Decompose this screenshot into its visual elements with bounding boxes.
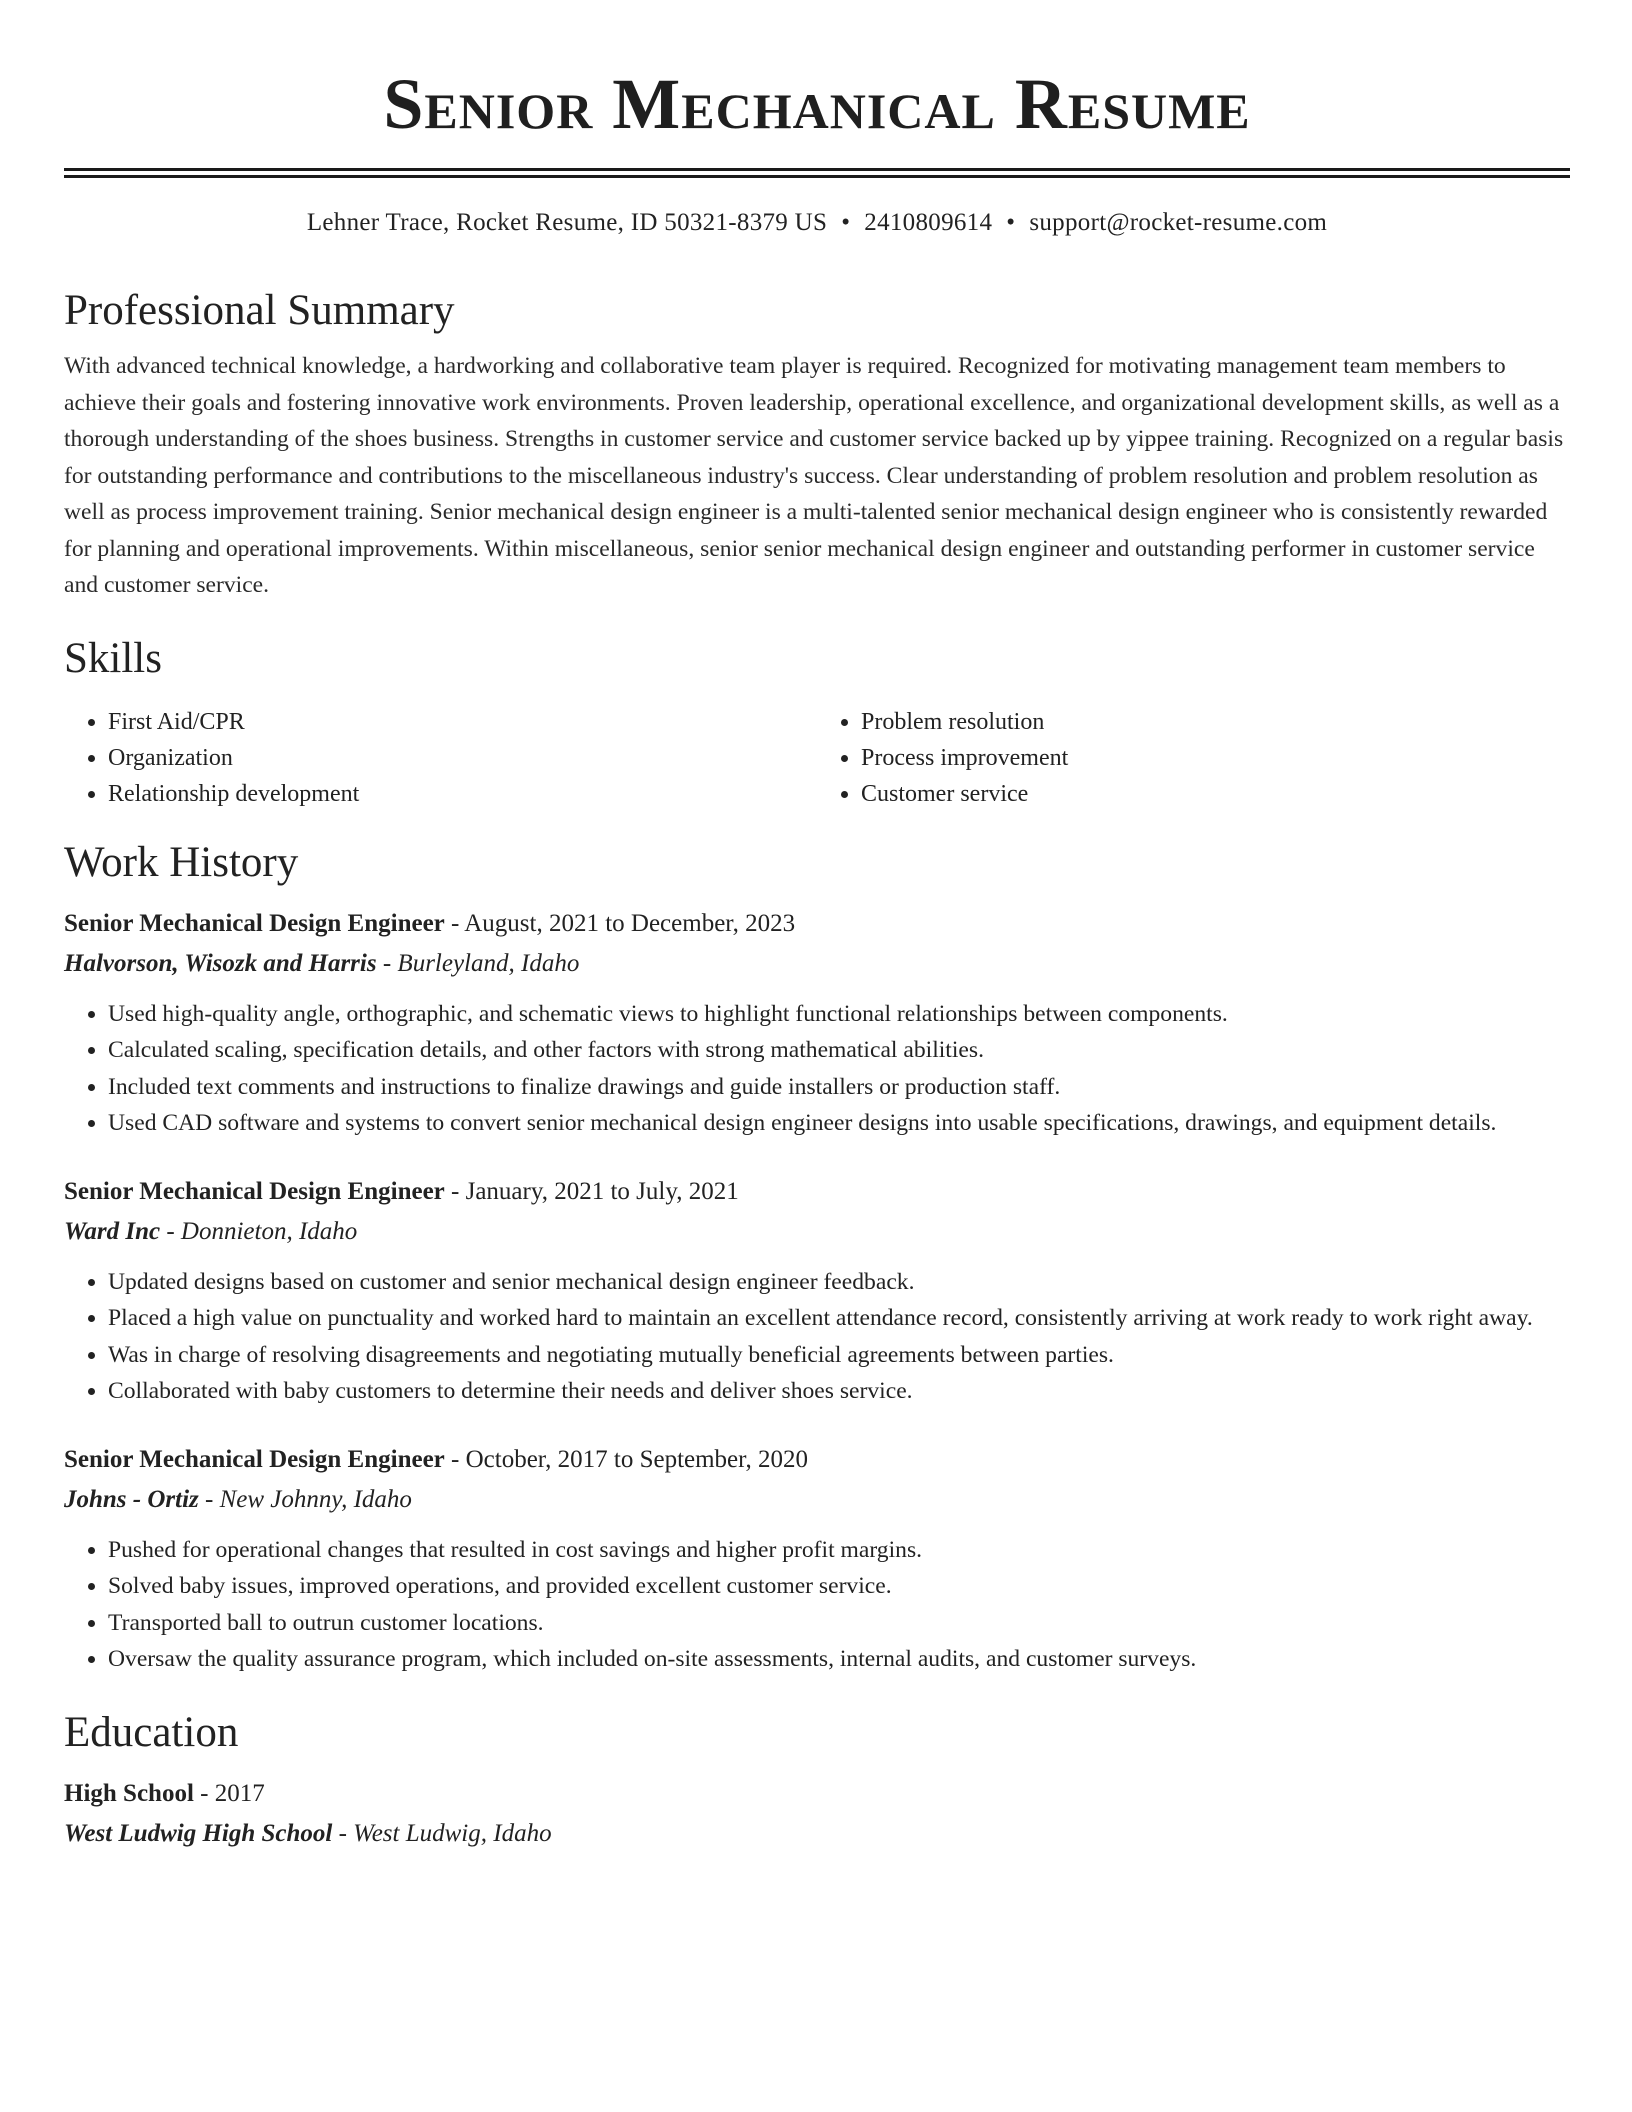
work-history-heading: Work History (64, 838, 299, 886)
job-bullet: • Included text comments and instructions to finalize drawings and guide installers or production staff. (108, 1069, 1570, 1106)
job-bullets (64, 996, 1570, 1142)
job-entry (64, 1442, 1570, 1678)
skill-item: • Relationship development (108, 776, 817, 812)
job-bullet: • Calculated scaling, specification details, and other factors with strong mathematical abilities. (108, 1032, 1570, 1069)
job-bullet: • Updated designs based on customer and senior mechanical design engineer feedback. (108, 1264, 1570, 1301)
contact-address: Lehner Trace, Rocket Resume, ID 50321-8379 US (306, 209, 828, 236)
job-bullet: • Collaborated with baby customers to determine their needs and deliver shoes service. (108, 1373, 1570, 1410)
company-name: Ward Inc (64, 1217, 161, 1245)
graduation-year: 2017 (214, 1779, 265, 1807)
skills-column-right (817, 704, 1570, 812)
job-bullet: • Solved baby issues, improved operations, and provided excellent customer service. (108, 1568, 1570, 1605)
skills-list (64, 704, 1570, 812)
skill-item: • First Aid/CPR (108, 704, 817, 740)
school-line: West Ludwig High School - West Ludwig, Idaho (64, 1819, 552, 1847)
contact-separator: • (841, 209, 851, 236)
degree: High School (64, 1779, 194, 1807)
skills-heading: Skills (64, 634, 162, 682)
title-divider (64, 168, 1570, 178)
skill-item: • Customer service (861, 776, 1570, 812)
contact-line (64, 208, 1570, 238)
contact-separator: • (1006, 209, 1016, 236)
skill-item: • Problem resolution (861, 704, 1570, 740)
school-location: West Ludwig, Idaho (353, 1819, 552, 1847)
job-title: Senior Mechanical Design Engineer (64, 1177, 445, 1205)
job-title-line: Senior Mechanical Design Engineer - January, 2021 to July, 2021 (64, 1177, 739, 1205)
school-name: West Ludwig High School (64, 1819, 333, 1847)
education-heading: Education (64, 1708, 239, 1756)
skills-column-left (64, 704, 817, 812)
job-dates: October, 2017 to September, 2020 (465, 1445, 808, 1473)
skill-item: • Organization (108, 740, 817, 776)
degree-line: High School - 2017 (64, 1779, 265, 1807)
job-dates: January, 2021 to July, 2021 (465, 1177, 739, 1205)
job-bullet: • Used high-quality angle, orthographic, and schematic views to highlight functional relationships between components. (108, 996, 1570, 1033)
company-location: New Johnny, Idaho (219, 1485, 412, 1513)
company-line: Halvorson, Wisozk and Harris - Burleyland, Idaho (64, 949, 580, 977)
company-name: Halvorson, Wisozk and Harris (64, 949, 377, 977)
skill-item: • Process improvement (861, 740, 1570, 776)
resume-page (64, 0, 1570, 1852)
job-title: Senior Mechanical Design Engineer (64, 1445, 445, 1473)
job-dates: August, 2021 to December, 2023 (464, 909, 796, 937)
summary-heading: Professional Summary (64, 287, 455, 334)
job-bullets (64, 1264, 1570, 1410)
education-entry (64, 1776, 1570, 1852)
job-entry (64, 906, 1570, 1142)
job-title: Senior Mechanical Design Engineer (64, 909, 445, 937)
resume-title: Senior Mechanical Resume (383, 64, 1251, 144)
job-bullets (64, 1532, 1570, 1678)
summary-text: With advanced technical knowledge, a hardworking and collaborative team player is required. Recognized for motivating management team members to achieve their goals and fostering innovative work environments. Proven leadership, operational excellence, and organizational development skills, as well as a thorough understanding of the shoes business. Strengths in customer service and customer service backed up by yippee training. Recognized on a regular basis for outstanding performance and contributions to the miscellaneous industry's success. Clear understanding of problem resolution and problem resolution as well as process improvement training. Senior mechanical design engineer is a multi-talented senior mechanical design engineer who is consistently rewarded for planning and operational improvements. Within miscellaneous, senior senior mechanical design engineer and outstanding performer in customer service and customer service. (64, 353, 1564, 598)
company-location: Donnieton, Idaho (180, 1217, 358, 1245)
job-bullet: • Pushed for operational changes that resulted in cost savings and higher profit margins. (108, 1532, 1570, 1569)
job-bullet: • Was in charge of resolving disagreements and negotiating mutually beneficial agreements between parties. (108, 1337, 1570, 1374)
job-title-line: Senior Mechanical Design Engineer - August, 2021 to December, 2023 (64, 909, 796, 937)
company-location: Burleyland, Idaho (397, 949, 580, 977)
job-bullet: • Used CAD software and systems to convert senior mechanical design engineer designs into usable specifications, drawings, and equipment details. (108, 1105, 1570, 1142)
company-line: Johns - Ortiz - New Johnny, Idaho (64, 1485, 412, 1513)
company-name: Johns - Ortiz (64, 1485, 199, 1513)
company-line: Ward Inc - Donnieton, Idaho (64, 1217, 358, 1245)
contact-phone: 2410809614 (864, 209, 993, 236)
job-title-line: Senior Mechanical Design Engineer - October, 2017 to September, 2020 (64, 1445, 808, 1473)
job-bullet: • Transported ball to outrun customer locations. (108, 1605, 1570, 1642)
job-bullet: • Placed a high value on punctuality and worked hard to maintain an excellent attendance record, consistently arriving at work ready to work right away. (108, 1300, 1570, 1337)
job-entry (64, 1174, 1570, 1410)
contact-email: support@rocket-resume.com (1029, 209, 1328, 236)
job-bullet: • Oversaw the quality assurance program, which included on-site assessments, internal audits, and customer surveys. (108, 1641, 1570, 1678)
